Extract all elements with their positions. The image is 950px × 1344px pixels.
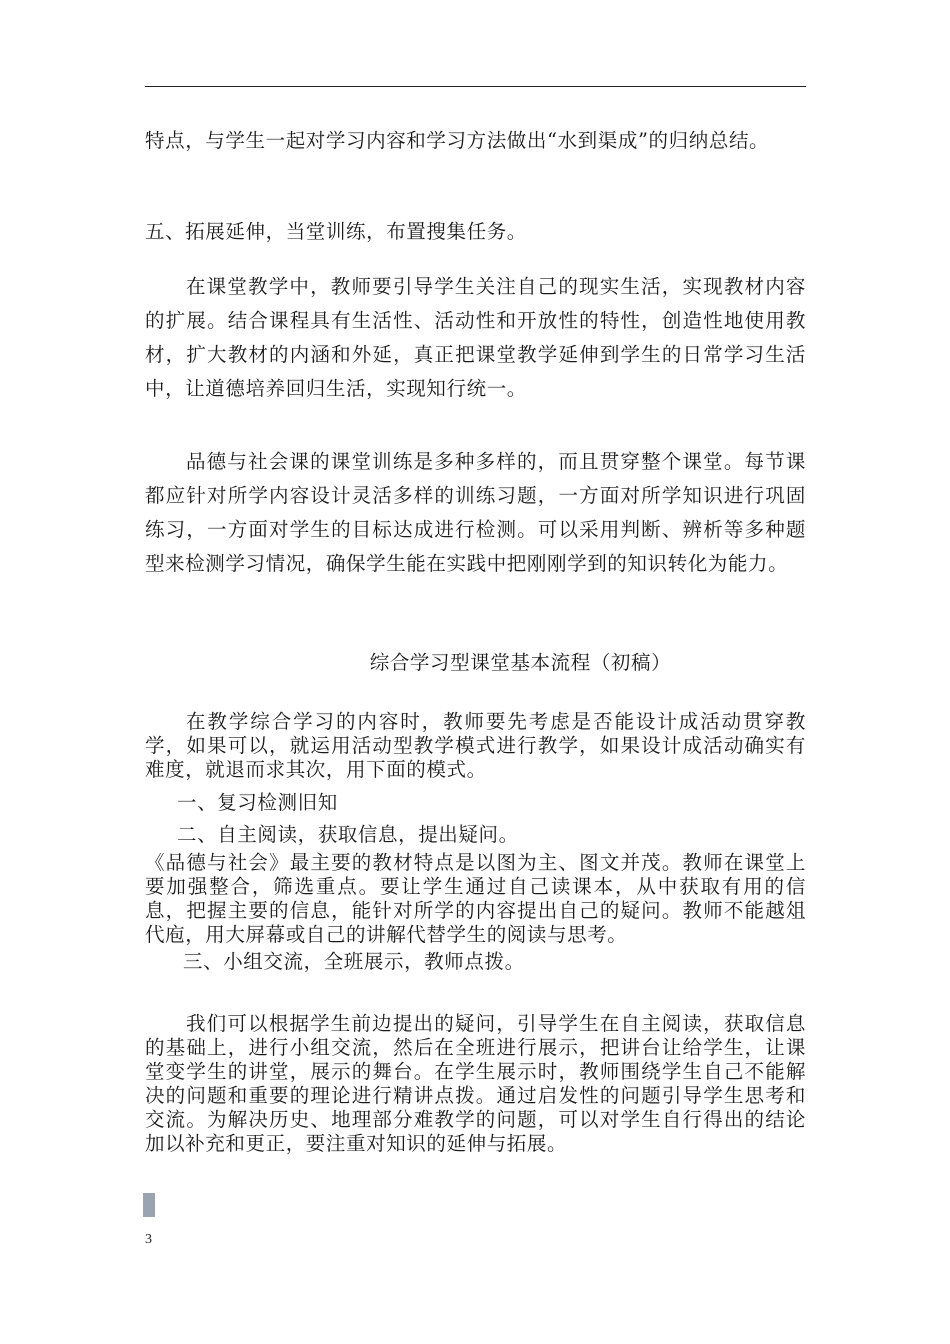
section-heading-five: 五、拓展延伸，当堂训练，布置搜集任务。 xyxy=(145,220,527,243)
page-number: 3 xyxy=(145,1232,152,1247)
section-title: 综合学习型课堂基本流程（初稿） xyxy=(369,651,672,674)
page-marker xyxy=(143,1193,155,1217)
paragraph-intro: 在教学综合学习的内容时，教师要先考虑是否能设计成活动贯穿教学，如果可以，就运用活动型教学模式进行教学，如果设计成活动确实有难度，就退而求其次，用下面的模式。 xyxy=(145,710,806,781)
step-three-heading: 三、小组交流，全班展示，教师点拨。 xyxy=(183,950,525,973)
paragraph-summary-end: 特点，与学生一起对学习内容和学习方法做出“水到渠成”的归纳总结。 xyxy=(145,129,770,152)
step-one-heading: 一、复习检测旧知 xyxy=(177,791,338,814)
step-two-heading: 二、自主阅读，获取信息，提出疑问。 xyxy=(177,823,519,846)
paragraph-group-exchange: 我们可以根据学生前边提出的疑问，引导学生在自主阅读，获取信息的基础上，进行小组交流，然后在全班进行展示，把讲台让给学生，让课堂变学生的讲堂，展示的舞台。在学生展示时，教师围绕学生自己不能解决的问题和重要的理论进行精讲点拨。通过启发性的问题引导学生思考和交流。为解决历史、地理部分难教学的问题，可以对学生自行得出的结论加以补充和更正，要注重对知识的延伸与拓展。 xyxy=(145,1012,806,1155)
header-rule xyxy=(145,86,806,87)
paragraph-extension: 在课堂教学中，教师要引导学生关注自己的现实生活，实现教材内容的扩展。结合课程具有生活性、活动性和开放性的特性，创造性地使用教材，扩大教材的内涵和外延，真正把课堂教学延伸到学生的日常学习生活中，让道德培养回归生活，实现知行统一。 xyxy=(145,275,806,400)
paragraph-training: 品德与社会课的课堂训练是多种多样的，而且贯穿整个课堂。每节课都应针对所学内容设计灵活多样的训练习题，一方面对所学知识进行巩固练习，一方面对学生的目标达成进行检测。可以采用判断、辨析等多种题型来检测学习情况，确保学生能在实践中把刚刚学到的知识转化为能力。 xyxy=(145,450,806,575)
paragraph-reading: 《品德与社会》最主要的教材特点是以图为主、图文并茂。教师在课堂上要加强整合，筛选重点。要让学生通过自己读课本，从中获取有用的信息，把握主要的信息，能针对所学的内容提出自己的疑问。教师不能越俎代庖，用大屏幕或自己的讲解代替学生的阅读与思考。 xyxy=(145,851,806,946)
